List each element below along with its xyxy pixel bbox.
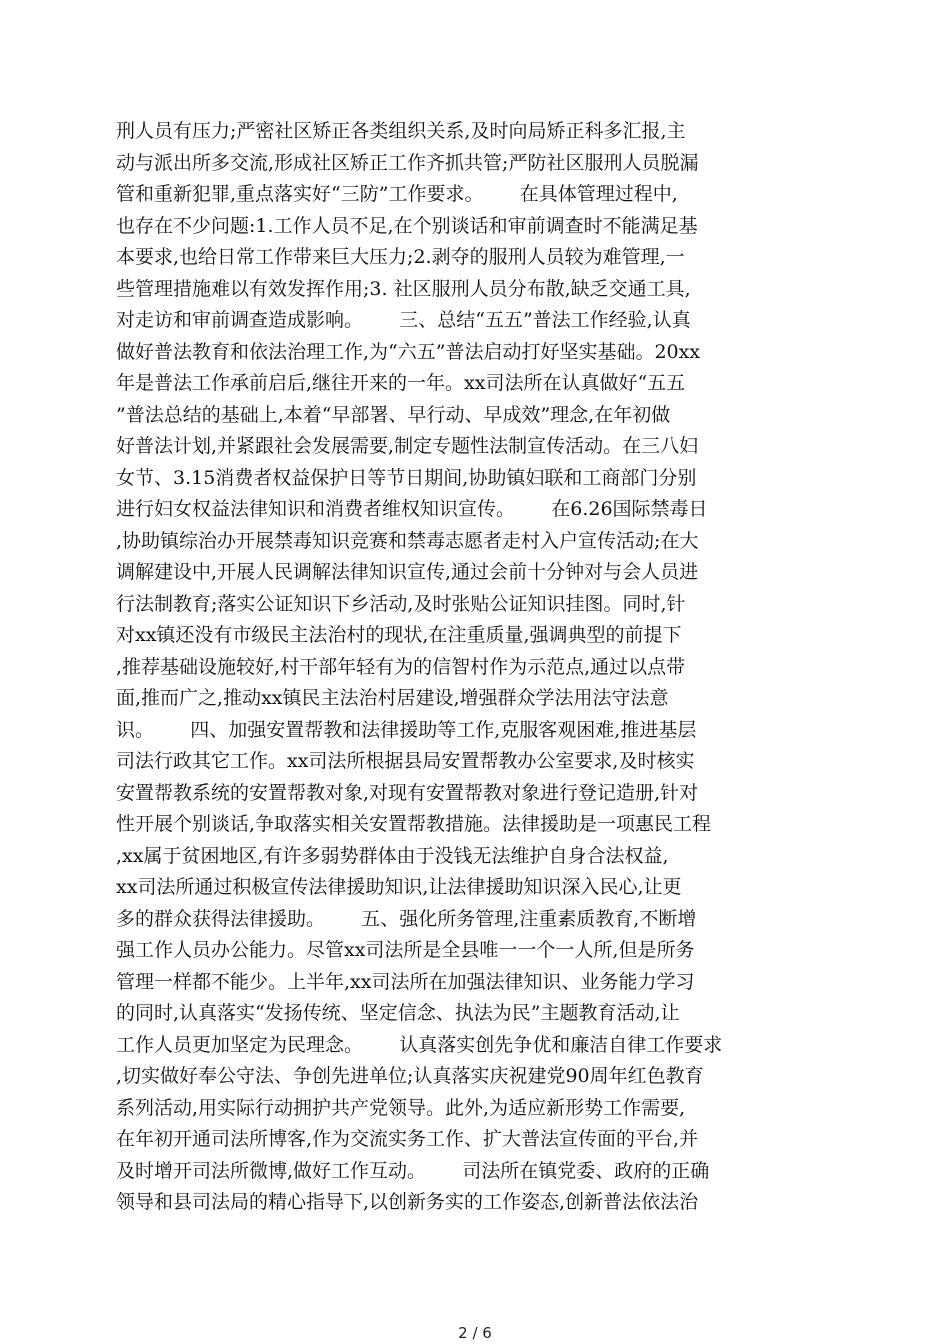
text-line: 本要求,也给日常工作带来巨大压力;2.剥夺的服刑人员较为难管理,一: [116, 246, 685, 268]
text-line: 工作人员更加坚定为民理念。 认真落实创先争优和廉洁自律工作要求: [116, 1033, 723, 1056]
text-line: 做好普法教育和依法治理工作,为“六五”普法启动打好坚实基础。20xx: [116, 340, 701, 363]
text-line: ”普法总结的基础上,本着“早部署、早行动、早成效”理念,在年初做: [116, 403, 671, 426]
text-line: 行法制教育;落实公证知识下乡活动,及时张贴公证知识挂图。同时,针: [116, 592, 686, 615]
text-line: 对xx镇还没有市级民主法治村的现状,在注重质量,强调典型的前提下: [116, 624, 682, 646]
text-line: 动与派出所多交流,形成社区矫正工作齐抓共管;严防社区服刑人员脱漏: [116, 151, 699, 174]
text-line: 管理一样都不能少。上半年,xx司法所在加强法律知识、业务能力学习: [116, 970, 695, 993]
text-line: 及时增开司法所微博,做好工作互动。 司法所在镇党委、政府的正确: [116, 1159, 710, 1182]
text-line: 性开展个别谈话,争取落实相关安置帮教措施。法律援助是一项惠民工程: [116, 813, 712, 835]
text-line: 年是普法工作承前启后,继往开来的一年。xx司法所在认真做好“五五: [116, 372, 686, 394]
text-line: 强工作人员办公能力。尽管xx司法所是全县唯一一个一人所,但是所务: [116, 939, 695, 961]
text-line: 面,推而广之,推动xx镇民主法治村居建设,增强群众学法用法守法意: [116, 687, 669, 709]
text-line: ,切实做好奉公守法、争创先进单位;认真落实庆祝建党90周年红色教育: [116, 1065, 704, 1087]
text-line: 管和重新犯罪,重点落实好“三防”工作要求。 在具体管理过程中,: [116, 183, 678, 205]
text-line: ,推荐基础设施较好,村干部年轻有为的信智村作为示范点,通过以点带: [116, 655, 686, 678]
text-line: 对走访和审前调查造成影响。 三、总结“五五”普法工作经验,认真: [116, 309, 691, 331]
page-number: 2 / 6: [458, 1324, 492, 1342]
text-line: 司法行政其它工作。xx司法所根据县局安置帮教办公室要求,及时核实: [116, 750, 695, 772]
text-line: 好普法计划,并紧跟社会发展需要,制定专题性法制宣传活动。在三八妇: [116, 435, 699, 457]
text-line: 领导和县司法局的精心指导下,以创新务实的工作姿态,创新普法依法治: [116, 1191, 699, 1213]
text-line: 识。 四、加强安置帮教和法律援助等工作,克服客观困难,推进基层: [116, 718, 697, 741]
body-text: [116, 116, 836, 1219]
text-line: 刑人员有压力;严密社区矫正各类组织关系,及时向局矫正科多汇报,主: [116, 120, 686, 142]
text-line: 些管理措施难以有效发挥作用;3. 社区服刑人员分布散,缺乏交通工具,: [116, 277, 691, 300]
text-line: 女节、3.15消费者权益保护日等节日期间,协助镇妇联和工商部门分别: [116, 466, 697, 489]
text-line: 进行妇女权益法律知识和消费者维权知识宣传。 在6.26国际禁毒日: [116, 498, 708, 520]
text-line: 调解建设中,开展人民调解法律知识宣传,通过会前十分钟对与会人员进: [116, 561, 699, 583]
text-line: 多的群众获得法律援助。 五、强化所务管理,注重素质教育,不断增: [116, 907, 697, 930]
text-line: xx司法所通过积极宣传法律援助知识,让法律援助知识深入民心,让更: [116, 876, 682, 898]
text-line: ,协助镇综治办开展禁毒知识竞赛和禁毒志愿者走村入户宣传活动;在大: [116, 529, 699, 552]
text-line: 的同时,认真落实“发扬传统、坚定信念、执法为民”主题教育活动,让: [116, 1002, 680, 1024]
text-line: 在年初开通司法所博客,作为交流实务工作、扩大普法宣传面的平台,并: [116, 1128, 699, 1150]
text-line: 安置帮教系统的安置帮教对象,对现有安置帮教对象进行登记造册,针对: [116, 781, 699, 804]
text-line: ,xx属于贫困地区,有许多弱势群体由于没钱无法维护自身合法权益,: [116, 844, 669, 867]
text-line: 系列活动,用实际行动拥护共产党领导。此外,为适应新形势工作需要,: [116, 1096, 686, 1119]
text-line: 也存在不少问题:1.工作人员不足,在个别谈话和审前调查时不能满足基: [116, 214, 698, 237]
